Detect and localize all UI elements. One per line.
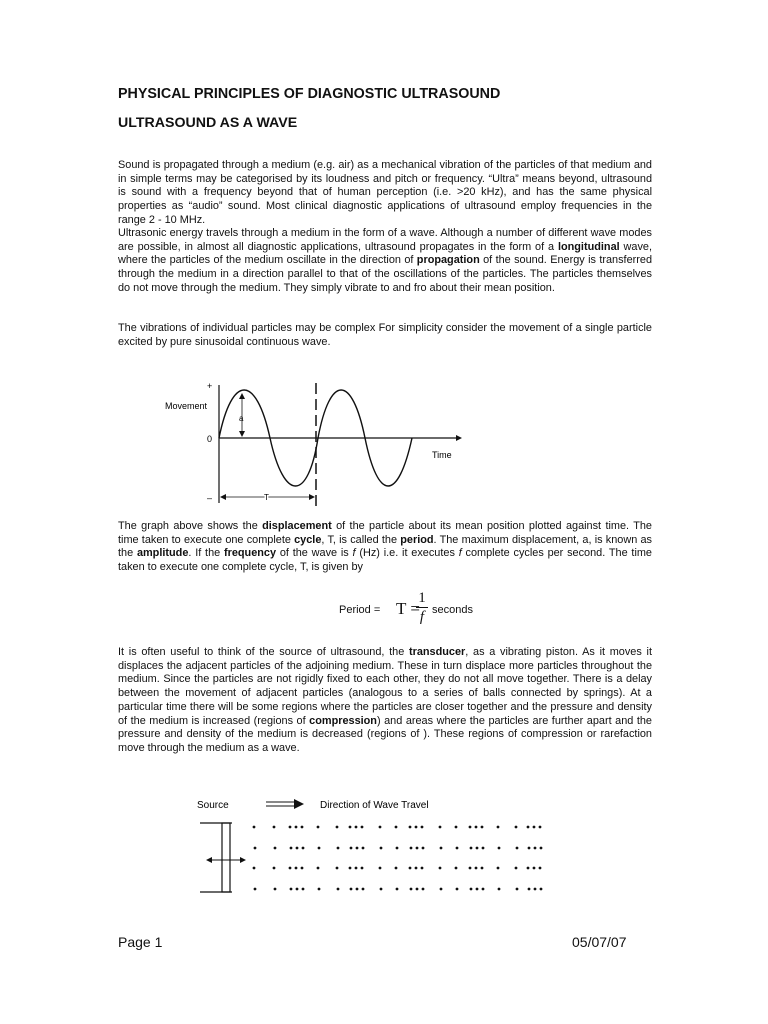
particle-dot [318,888,321,891]
particle-dot [470,888,473,891]
footer-page-number: Page 1 [118,934,163,950]
particle-dot [476,847,479,850]
graph-zero-label: 0 [207,434,213,444]
particle-dot [295,867,298,870]
particle-dot [301,867,304,870]
graph-minus-label: – [207,493,213,503]
term-transducer: transducer [408,646,466,658]
particle-dot [534,888,537,891]
particle-dot [290,847,293,850]
particle-dot [395,826,398,829]
period-label: T [264,493,269,502]
particle-dot [422,888,425,891]
particle-dot [349,826,352,829]
particle-dot [350,847,353,850]
graph-y-label: Movement [165,401,208,411]
particle-dot [361,867,364,870]
particle-dot [515,867,518,870]
particle-dot [336,826,339,829]
particle-dot [439,826,442,829]
formula-label: Period = [339,604,381,616]
particle-dot [296,847,299,850]
document-title: PHYSICAL PRINCIPLES OF DIAGNOSTIC ULTRASOUND [118,86,501,102]
particle-dot [253,867,256,870]
particle-dot [528,847,531,850]
footer-date: 05/07/07 [572,934,627,950]
particle-dot [396,888,399,891]
term-longitudinal: longitudinal [557,240,620,253]
term-compression: compression [309,714,377,727]
particle-dot [482,847,485,850]
particle-dot [455,826,458,829]
amplitude-label: a [239,414,244,423]
period-arrow-left [220,494,226,500]
particle-dot [476,888,479,891]
particle-dot [379,826,382,829]
particle-dot [410,888,413,891]
particle-dot [416,847,419,850]
direction-label: Direction of Wave Travel [320,800,429,811]
particle-dot [301,826,304,829]
particle-dot [439,867,442,870]
graph-plus-label: + [207,381,213,391]
paragraph-sound-propagation: Sound is propagated through a medium (e.g. air) as a mechanical vibration of the particles of that medium and in simple terms may be categorised by its loudness and pitch or frequency. “Ultra” means beyond, ultrasound is sound with a frequency beyond that of human perception (i.e. >20 kHz), and has the same physical properties as “audio” sound. Most clinical diagnostic applications of ultrasound employ frequencies in the range 2 - 10 MHz. [118,159,652,226]
particle-dot [456,888,459,891]
particle-dot [289,826,292,829]
particle-dot [456,847,459,850]
particle-dot [482,888,485,891]
particle-dot [289,867,292,870]
particle-dot [380,847,383,850]
term-propagation: propagation [416,254,480,267]
particle-dot [409,826,412,829]
particle-dot [421,826,424,829]
graph-x-arrow [456,435,462,441]
particle-dot [498,888,501,891]
wave-travel-diagram [192,790,552,900]
section-title: ULTRASOUND AS A WAVE [118,115,298,131]
particle-dot [295,826,298,829]
particle-dot [362,888,365,891]
particle-dot [497,826,500,829]
particle-dot [302,888,305,891]
particle-dot [317,867,320,870]
amplitude-arrow-bottom [239,431,245,437]
particle-dot [440,888,443,891]
particle-dot [533,826,536,829]
graph-x-label: Time [432,450,452,460]
particle-dot [273,867,276,870]
term-frequency: frequency [223,547,277,560]
formula-unit: seconds [432,604,473,616]
particle-dot [516,847,519,850]
term-cycle: cycle [294,533,322,546]
particle-dot [527,826,530,829]
displacement-time-graph [160,375,470,515]
particle-dot [415,826,418,829]
piston-arrow-left [206,857,212,863]
particle-dot [337,888,340,891]
particle-dot [356,888,359,891]
particle-dot [355,826,358,829]
particle-dot [540,888,543,891]
term-amplitude: amplitude [136,547,189,560]
particle-dot [396,847,399,850]
particle-dot [455,867,458,870]
particle-dot [528,888,531,891]
particle-dot [253,826,256,829]
particle-dot [356,847,359,850]
particle-dot [273,826,276,829]
particle-dot [440,847,443,850]
paragraph-displacement: The graph above shows the displacement of the particle about its mean position plotted against time. The time taken to execute one complete cycle, T, is called the period. The maximum displacement, a, is known as the amplitude. If the frequency of the wave is f (Hz) i.e. it executes f complete cycles per second. The time taken to execute one complete cycle, T, is given by [118,520,652,574]
particle-dot [302,847,305,850]
particle-dot [380,888,383,891]
particle-dot [539,867,542,870]
source-label: Source [197,800,229,811]
paragraph-longitudinal-wave: Ultrasonic energy travels through a medium in the form of a wave. Although a number of different wave modes are possible, in almost all diagnostic applications, ultrasound propagates in the form of a longitudinal wave, where the particles of the medium oscillate in the direction of propagation of the sound. Energy is transferred through the medium in a direction parallel to that of the oscillations of the particles. The particles themselves do not move through the medium. They simply vibrate to and fro about their mean position. [118,227,652,294]
particle-dot [527,867,530,870]
formula-denominator: f [419,609,425,625]
term-displacement: displacement [262,520,332,532]
particle-field [253,826,543,891]
direction-arrow-head [294,799,304,809]
formula-numerator: 1 [418,590,426,606]
particle-dot [296,888,299,891]
particle-dot [475,826,478,829]
particle-dot [337,847,340,850]
particle-dot [469,826,472,829]
particle-dot [361,826,364,829]
particle-dot [497,867,500,870]
particle-dot [274,888,277,891]
paragraph-transducer: It is often useful to think of the source of ultrasound, the transducer, as a vibrating piston. As it moves it displaces the adjacent particles of the adjoining medium. These in turn displace more particles throughout the medium. Since the particles are not rigidly fixed to each other, they do not all move together. There is a delay between the movement of adjacent particles (analogous to a series of balls connected by springs). At a particular time there will be some regions where the particles are closer together and the pressure and density of the medium is increased (regions of compression) and areas where the particles are further apart and the pressure and density of the medium is decreased (regions of ). These regions of compression or rarefaction move through the medium as a wave. [118,646,652,754]
particle-dot [362,847,365,850]
particle-dot [516,888,519,891]
particle-dot [481,867,484,870]
particle-dot [254,888,257,891]
particle-dot [415,867,418,870]
particle-dot [336,867,339,870]
term-period: period [400,533,434,546]
particle-dot [317,826,320,829]
particle-dot [534,847,537,850]
piston-arrow-right [240,857,246,863]
amplitude-arrow-top [239,393,245,399]
particle-dot [498,847,501,850]
particle-dot [318,847,321,850]
particle-dot [349,867,352,870]
particle-dot [515,826,518,829]
particle-dot [540,847,543,850]
particle-dot [290,888,293,891]
particle-dot [395,867,398,870]
particle-dot [274,847,277,850]
particle-dot [421,867,424,870]
particle-dot [350,888,353,891]
particle-dot [422,847,425,850]
paragraph-vibrations: The vibrations of individual particles may be complex For simplicity consider the movement of a single particle excited by pure sinusoidal continuous wave. [118,322,652,348]
particle-dot [469,867,472,870]
period-arrow-right [309,494,315,500]
particle-dot [355,867,358,870]
particle-dot [475,867,478,870]
piston-plate [222,823,230,892]
particle-dot [254,847,257,850]
particle-dot [539,826,542,829]
particle-dot [410,847,413,850]
particle-dot [409,867,412,870]
particle-dot [533,867,536,870]
formula-fraction [416,590,428,625]
particle-dot [416,888,419,891]
particle-dot [379,867,382,870]
particle-dot [481,826,484,829]
formula-lhs: T = [396,599,420,618]
particle-dot [470,847,473,850]
